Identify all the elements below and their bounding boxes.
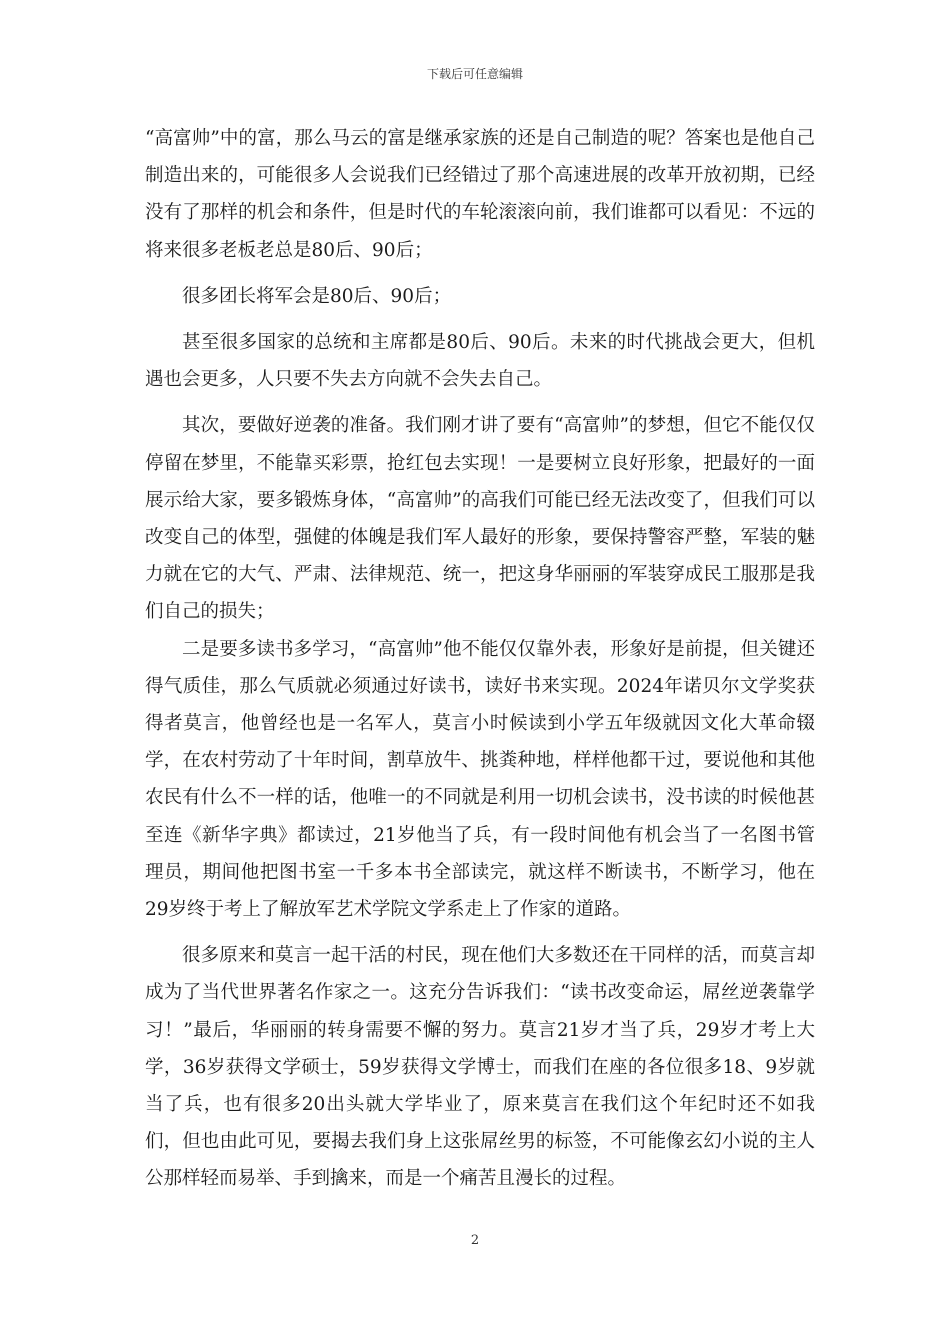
paragraph: 二是要多读书多学习，“高富帅”他不能仅仅靠外表，形象好是前提，但关键还得气质佳，那么气质就必须通过好读书，读好书来实现。2024年诺贝尔文学奖获得者莫言，他曾经也是一名军人，莫言小时候读到小学五年级就因文化大革命辍学，在农村劳动了十年时间，割草放牛、挑粪种地，样样他都干过，要说他和其他农民有什么不一样的话，他唯一的不同就是利用一切机会读书，没书读的时候他甚至连《新华字典》都读过，21岁他当了兵，有一段时间他有机会当了一名图书管理员，期间他把图书室一千多本书全部读完，就这样不断读书，不断学习，他在29岁终于考上了解放军艺术学院文学系走上了作家的道路。 [145, 638, 815, 921]
document-body [145, 120, 815, 1198]
paragraph: 甚至很多国家的总统和主席都是80后、90后。未来的时代挑战会更大，但机遇也会更多，人只要不失去方向就不会失去自己。 [145, 332, 815, 391]
paragraph-continuation: “高富帅”中的富，那么马云的富是继承家族的还是自己制造的呢？答案也是他自己制造出来的，可能很多人会说我们已经错过了那个高速进展的改革开放初期，已经没有了那样的机会和条件，但是时代的车轮滚滚向前，我们谁都可以看见：不远的将来很多老板老总是80后、90后； [145, 128, 815, 261]
page-number: 2 [470, 1233, 480, 1248]
paragraph: 很多团长将军会是80后、90后； [182, 285, 452, 307]
paragraph: 其次，要做好逆袭的准备。我们刚才讲了要有“高富帅”的梦想，但它不能仅仅停留在梦里，不能靠买彩票，抢红包去实现！一是要树立良好形象，把最好的一面展示给大家，要多锻炼身体，“高富帅”的高我们可能已经无法改变了，但我们可以改变自己的体型，强健的体魄是我们军人最好的形象，要保持警容严整，军装的魅力就在它的大气、严肃、法律规范、统一，把这身华丽丽的军装穿成民工服那是我们自己的损失； [145, 415, 815, 623]
page-header: 下载后可任意编辑 [426, 67, 523, 81]
paragraph: 很多原来和莫言一起干活的村民，现在他们大多数还在干同样的活，而莫言却成为了当代世界著名作家之一。这充分告诉我们：“读书改变命运，屌丝逆袭靠学习！”最后，华丽丽的转身需要不懈的努力。莫言21岁才当了兵，29岁才考上大学，36岁获得文学硕士，59岁获得文学博士，而我们在座的各位很多18、9岁就当了兵，也有很多20出头就大学毕业了，原来莫言在我们这个年纪时还不如我们，但也由此可见，要揭去我们身上这张屌丝男的标签，不可能像玄幻小说的主人公那样轻而易举、手到擒来，而是一个痛苦且漫长的过程。 [145, 945, 815, 1190]
